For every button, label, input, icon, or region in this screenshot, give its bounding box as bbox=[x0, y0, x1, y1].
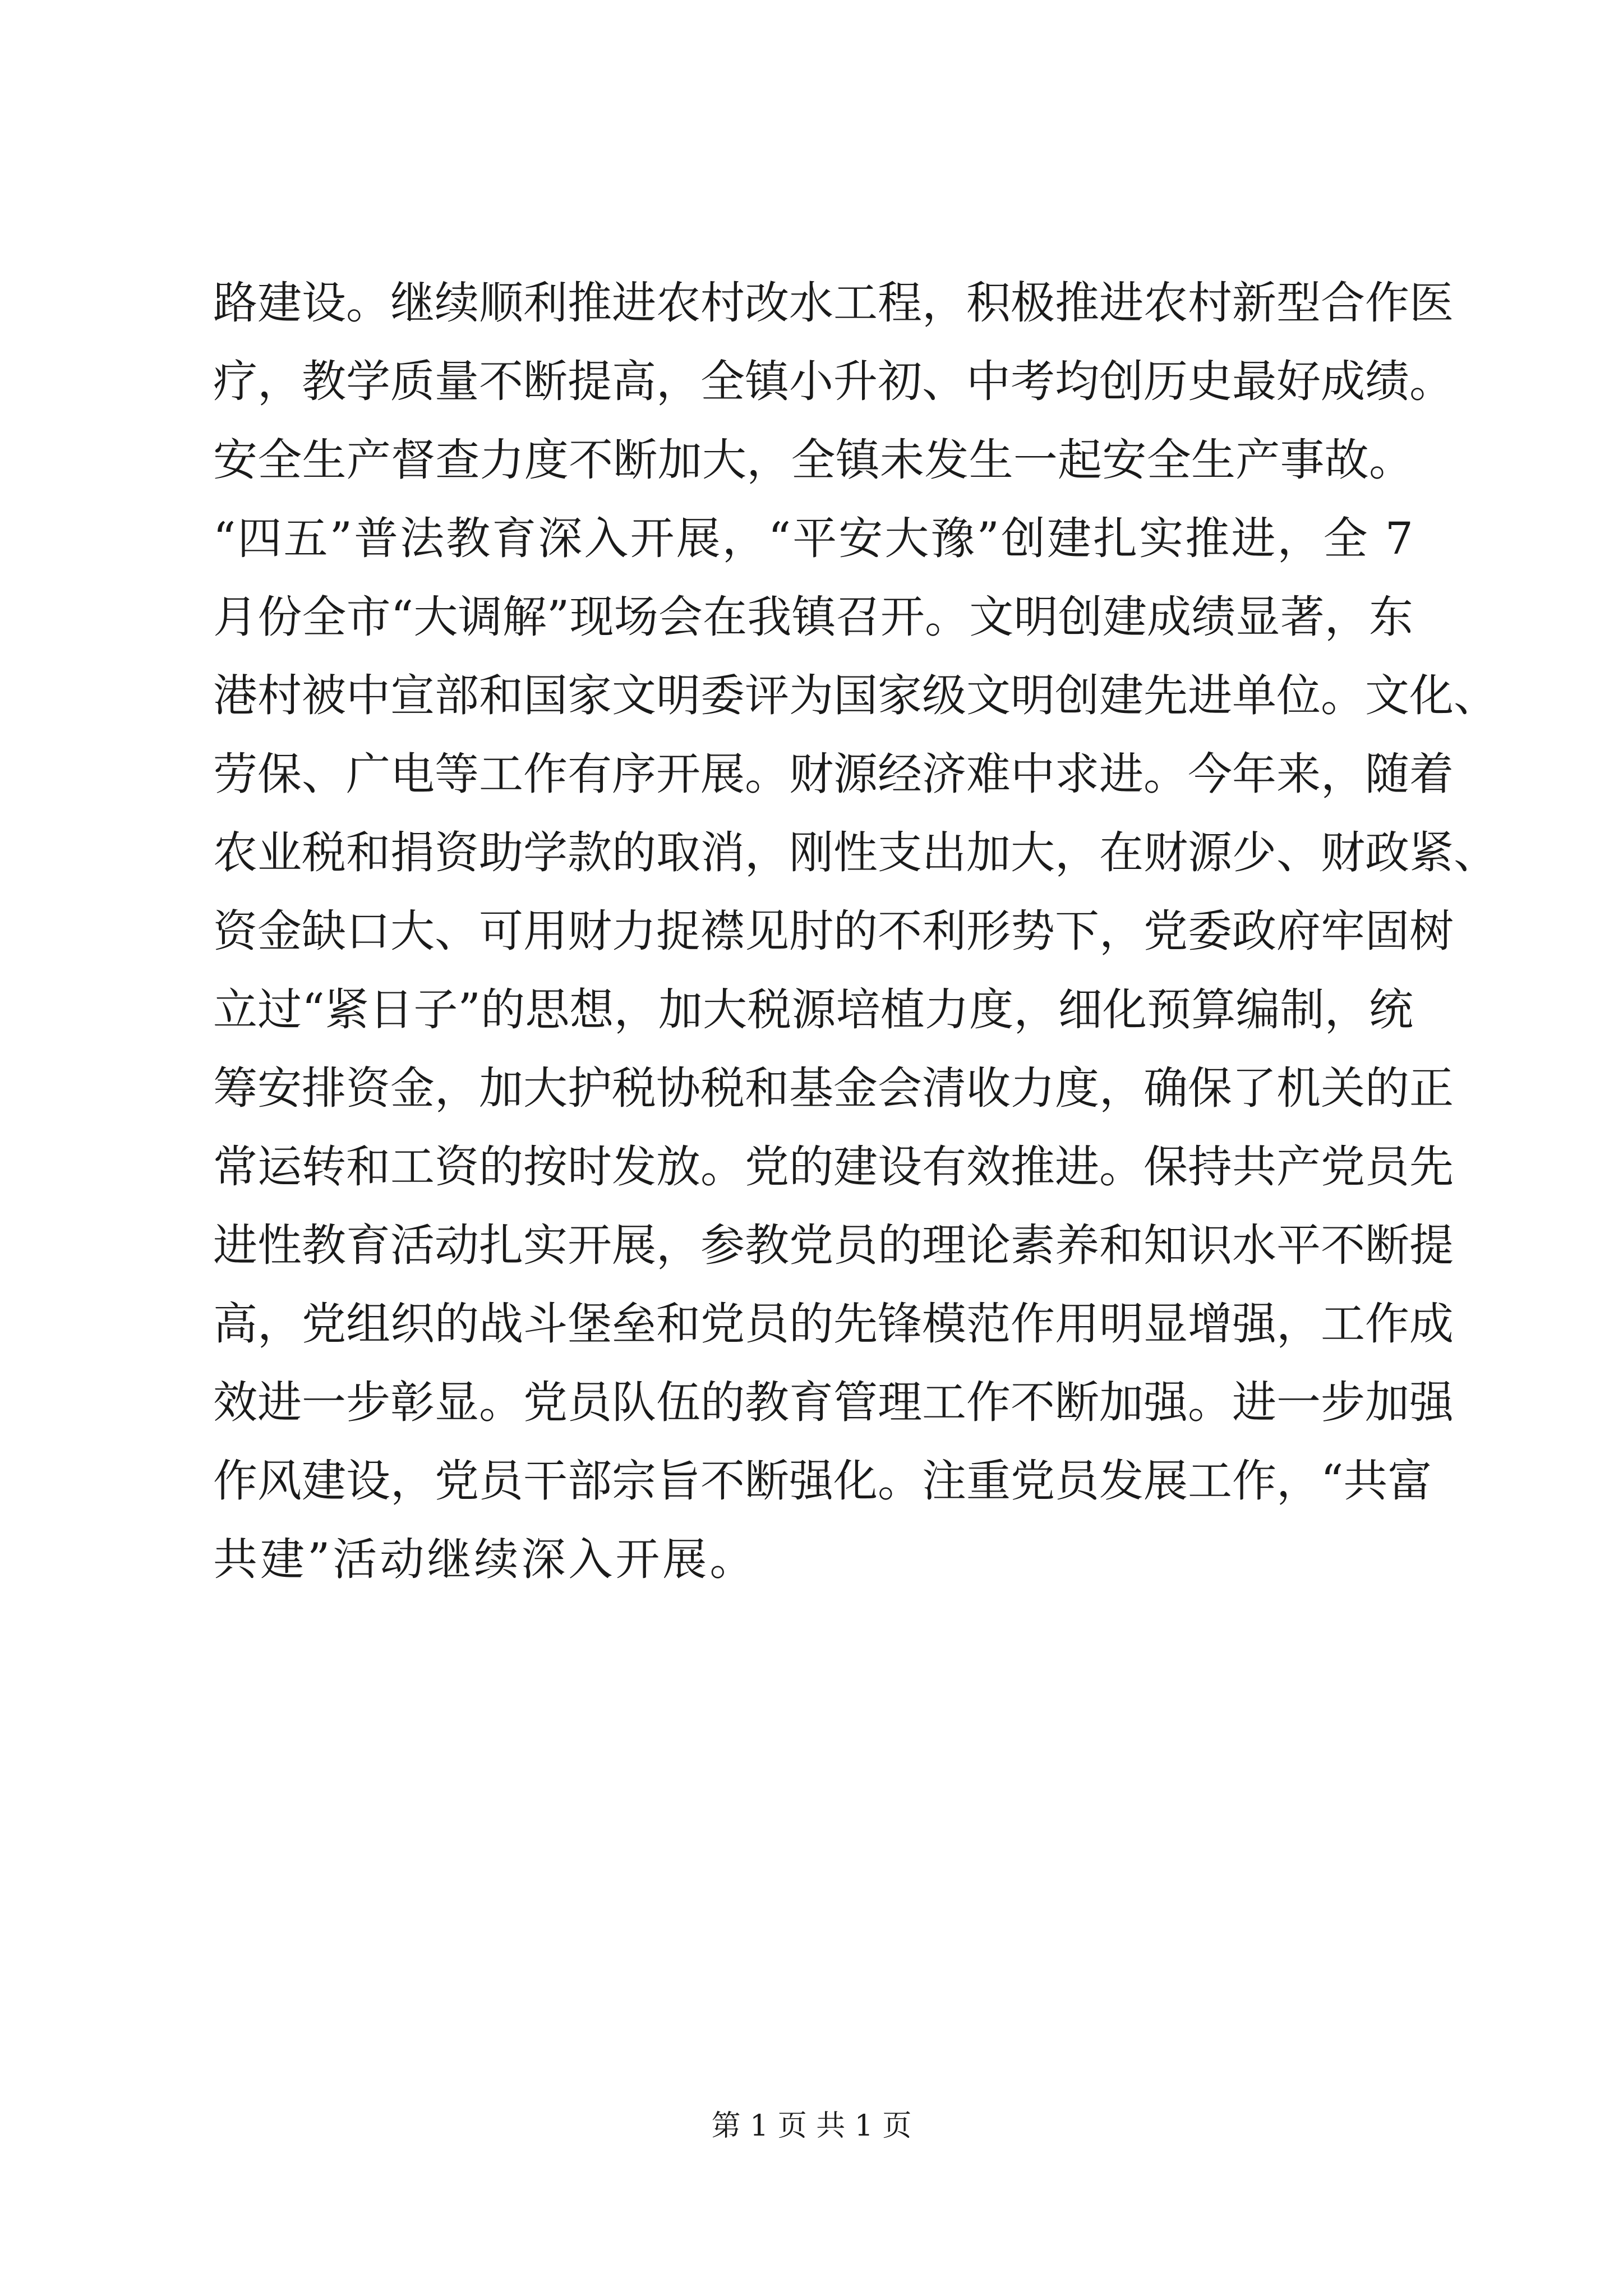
page-footer bbox=[0, 2106, 1623, 2146]
text-line: “四五”普法教育深入开展，“平安大豫”创建扎实推进，全 7 bbox=[213, 513, 1413, 564]
text-line: 效进一步彰显。党员队伍的教育管理工作不断加强。进一步加强 bbox=[213, 1377, 1454, 1428]
text-line: 月份全市“大调解”现场会在我镇召开。文明创建成绩显著，东 bbox=[213, 591, 1413, 643]
text-line: 共建”活动继续深入开展。 bbox=[213, 1534, 757, 1585]
text-line: 劳保、广电等工作有序开展。财源经济难中求进。今年来，随着 bbox=[213, 748, 1454, 800]
text-line: 高，党组织的战斗堡垒和党员的先锋模范作用明显增强，工作成 bbox=[213, 1298, 1454, 1350]
body-paragraph bbox=[213, 264, 1498, 1599]
text-line: 进性教育活动扎实开展，参教党员的理论素养和知识水平不断提 bbox=[213, 1220, 1454, 1271]
text-line: 资金缺口大、可用财力捉襟见肘的不利形势下，党委政府牢固树 bbox=[213, 905, 1454, 957]
text-line: 作风建设，党员干部宗旨不断强化。注重党员发展工作，“共富 bbox=[213, 1455, 1432, 1507]
text-line: 农业税和捐资助学款的取消，刚性支出加大，在财源少、财政紧、 bbox=[213, 827, 1498, 878]
text-line: 路建设。继续顺利推进农村改水工程，积极推进农村新型合作医 bbox=[213, 277, 1454, 329]
text-line: 立过“紧日子”的思想，加大税源培植力度，细化预算编制，统 bbox=[213, 984, 1413, 1036]
text-line: 筹安排资金，加大护税协税和基金会清收力度，确保了机关的正 bbox=[213, 1062, 1454, 1114]
text-line: 港村被中宣部和国家文明委评为国家级文明创建先进单位。文化、 bbox=[213, 670, 1498, 721]
text-line: 安全生产督查力度不断加大，全镇未发生一起安全生产事故。 bbox=[213, 434, 1413, 486]
text-line: 常运转和工资的按时发放。党的建设有效推进。保持共产党员先 bbox=[213, 1141, 1454, 1193]
text-line: 疗，教学质量不断提高，全镇小升初、中考均创历史最好成绩。 bbox=[213, 356, 1454, 407]
page-number-label: 第 1 页 共 1 页 bbox=[711, 2109, 912, 2143]
